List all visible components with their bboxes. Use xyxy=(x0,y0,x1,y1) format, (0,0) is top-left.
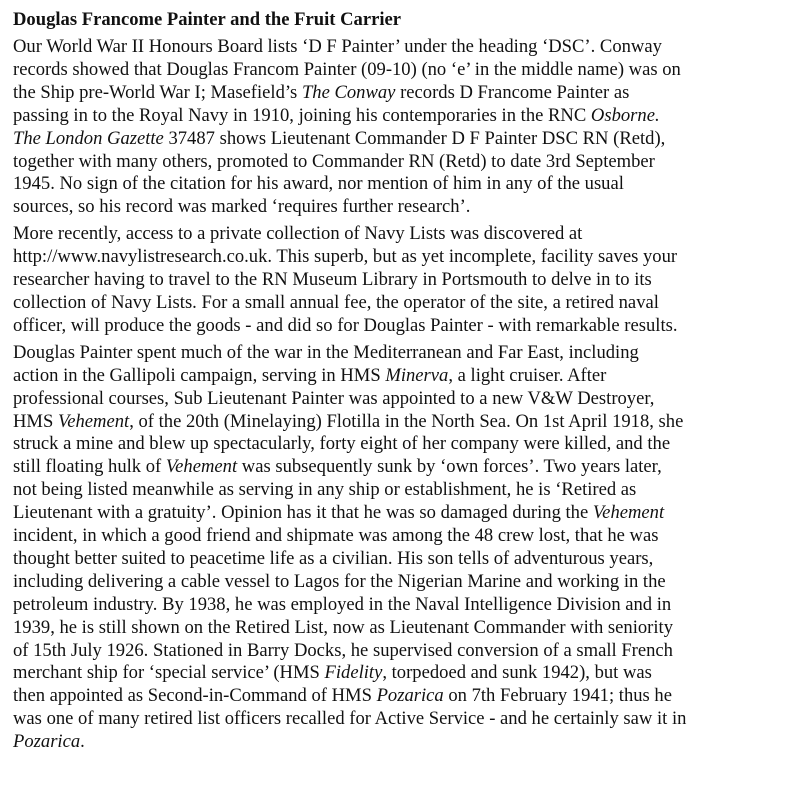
text-line xyxy=(13,685,777,708)
text-line xyxy=(13,571,777,594)
text-line xyxy=(13,269,777,292)
text-line xyxy=(13,365,777,388)
text-line xyxy=(13,479,777,502)
text-run: Lieutenant with a gratuity’. Opinion has it that he was so damaged during the xyxy=(13,502,593,524)
text-run: records showed that Douglas Francom Painter (09-10) (no ‘e’ in the middle name) was on xyxy=(13,58,681,80)
text-run: , a light cruiser. After xyxy=(448,364,607,386)
text-line xyxy=(13,640,777,663)
text-line xyxy=(13,82,777,105)
italic-text: Pozarica xyxy=(376,685,444,707)
text-line xyxy=(13,128,777,151)
text-run: the Ship pre-World War I; Masefield’s xyxy=(13,81,302,103)
article-title: Douglas Francome Painter and the Fruit Carrier xyxy=(13,9,401,30)
text-run: , torpedoed and sunk 1942), but was xyxy=(382,662,652,684)
text-line xyxy=(13,731,777,754)
italic-text: Vehement xyxy=(165,456,238,478)
text-line xyxy=(13,388,777,411)
text-run: . xyxy=(80,731,85,753)
italic-text: Vehement xyxy=(592,502,665,524)
text-run: 1939, he is still shown on the Retired List, now as Lieutenant Commander with seniority xyxy=(13,616,673,638)
text-line xyxy=(13,342,777,365)
text-line xyxy=(13,548,777,571)
text-run: sources, so his record was marked ‘requires further research’. xyxy=(13,196,471,218)
text-line xyxy=(13,433,777,456)
text-run: petroleum industry. By 1938, he was employed in the Naval Intelligence Division and in xyxy=(13,593,672,615)
text-run: not being listed meanwhile as serving in any ship or establishment, he is ‘Retired as xyxy=(13,479,637,501)
text-run: collection of Navy Lists. For a small annual fee, the operator of the site, a retired naval xyxy=(13,291,659,313)
text-run: incident, in which a good friend and shipmate was among the 48 crew lost, that he was xyxy=(13,525,659,547)
text-run: http://www.navylistresearch.co.uk. This superb, but as yet incomplete, facility saves your xyxy=(13,246,678,268)
italic-text: Minerva xyxy=(385,364,449,386)
text-line xyxy=(13,173,777,196)
text-run: officer, will produce the goods - and did so for Douglas Painter - with remarkable results. xyxy=(13,314,678,336)
text-run: was one of many retired list officers recalled for Active Service - and he certainly saw it in xyxy=(13,708,687,730)
text-line xyxy=(13,662,777,685)
text-line xyxy=(13,246,777,269)
text-run: More recently, access to a private collection of Navy Lists was discovered at xyxy=(13,223,583,245)
article-body xyxy=(13,36,777,754)
text-line xyxy=(13,708,777,731)
text-line xyxy=(13,105,777,128)
text-run: 1945. No sign of the citation for his award, nor mention of him in any of the usual xyxy=(13,173,624,195)
italic-text: The Conway xyxy=(301,81,396,103)
text-line xyxy=(13,151,777,174)
italic-text: Pozarica xyxy=(13,731,81,753)
paragraph xyxy=(13,36,777,219)
text-run: merchant ship for ‘special service’ (HMS xyxy=(13,662,325,684)
italic-text: Osborne. xyxy=(590,104,660,126)
text-line xyxy=(13,223,777,246)
italic-text: Fidelity xyxy=(324,662,383,684)
text-run: records D Francome Painter as xyxy=(395,81,630,103)
text-run: on 7th February 1941; thus he xyxy=(443,685,672,707)
paragraph xyxy=(13,342,777,754)
text-run: HMS xyxy=(13,410,58,432)
text-line xyxy=(13,292,777,315)
text-line xyxy=(13,196,777,219)
italic-text: Vehement xyxy=(57,410,130,432)
text-line xyxy=(13,617,777,640)
text-line xyxy=(13,594,777,617)
text-line xyxy=(13,59,777,82)
text-line xyxy=(13,525,777,548)
text-run: together with many others, promoted to Commander RN (Retd) to date 3rd September xyxy=(13,150,655,172)
text-line xyxy=(13,36,777,59)
text-line xyxy=(13,502,777,525)
text-run: researcher having to travel to the RN Museum Library in Portsmouth to delve in to its xyxy=(13,269,652,291)
text-run: action in the Gallipoli campaign, serving in HMS xyxy=(13,364,386,386)
text-run: was subsequently sunk by ‘own forces’. Two years later, xyxy=(237,456,662,478)
text-run: Our World War II Honours Board lists ‘D F Painter’ under the heading ‘DSC’. Conway xyxy=(13,36,662,57)
paragraph xyxy=(13,223,777,338)
text-run: of 15th July 1926. Stationed in Barry Docks, he supervised conversion of a small French xyxy=(13,639,673,661)
text-run: struck a mine and blew up spectacularly, forty eight of her company were killed, and the xyxy=(13,433,671,455)
text-line xyxy=(13,315,777,338)
text-run: 37487 shows Lieutenant Commander D F Painter DSC RN (Retd), xyxy=(163,127,666,149)
text-run: , of the 20th (Minelaying) Flotilla in the North Sea. On 1st April 1918, she xyxy=(129,410,684,432)
text-run: Douglas Painter spent much of the war in the Mediterranean and Far East, including xyxy=(13,341,639,363)
text-line xyxy=(13,456,777,479)
text-run: then appointed as Second-in-Command of HMS xyxy=(13,685,377,707)
text-run: still floating hulk of xyxy=(13,456,166,478)
text-run: professional courses, Sub Lieutenant Painter was appointed to a new V&W Destroyer, xyxy=(13,387,655,409)
italic-text: The London Gazette xyxy=(13,127,164,149)
text-run: thought better suited to peacetime life as a civilian. His son tells of adventurous years, xyxy=(13,547,654,569)
text-run: including delivering a cable vessel to Lagos for the Nigerian Marine and working in the xyxy=(13,570,666,592)
text-run: passing in to the Royal Navy in 1910, joining his contemporaries in the RNC xyxy=(13,104,591,126)
text-line xyxy=(13,411,777,434)
